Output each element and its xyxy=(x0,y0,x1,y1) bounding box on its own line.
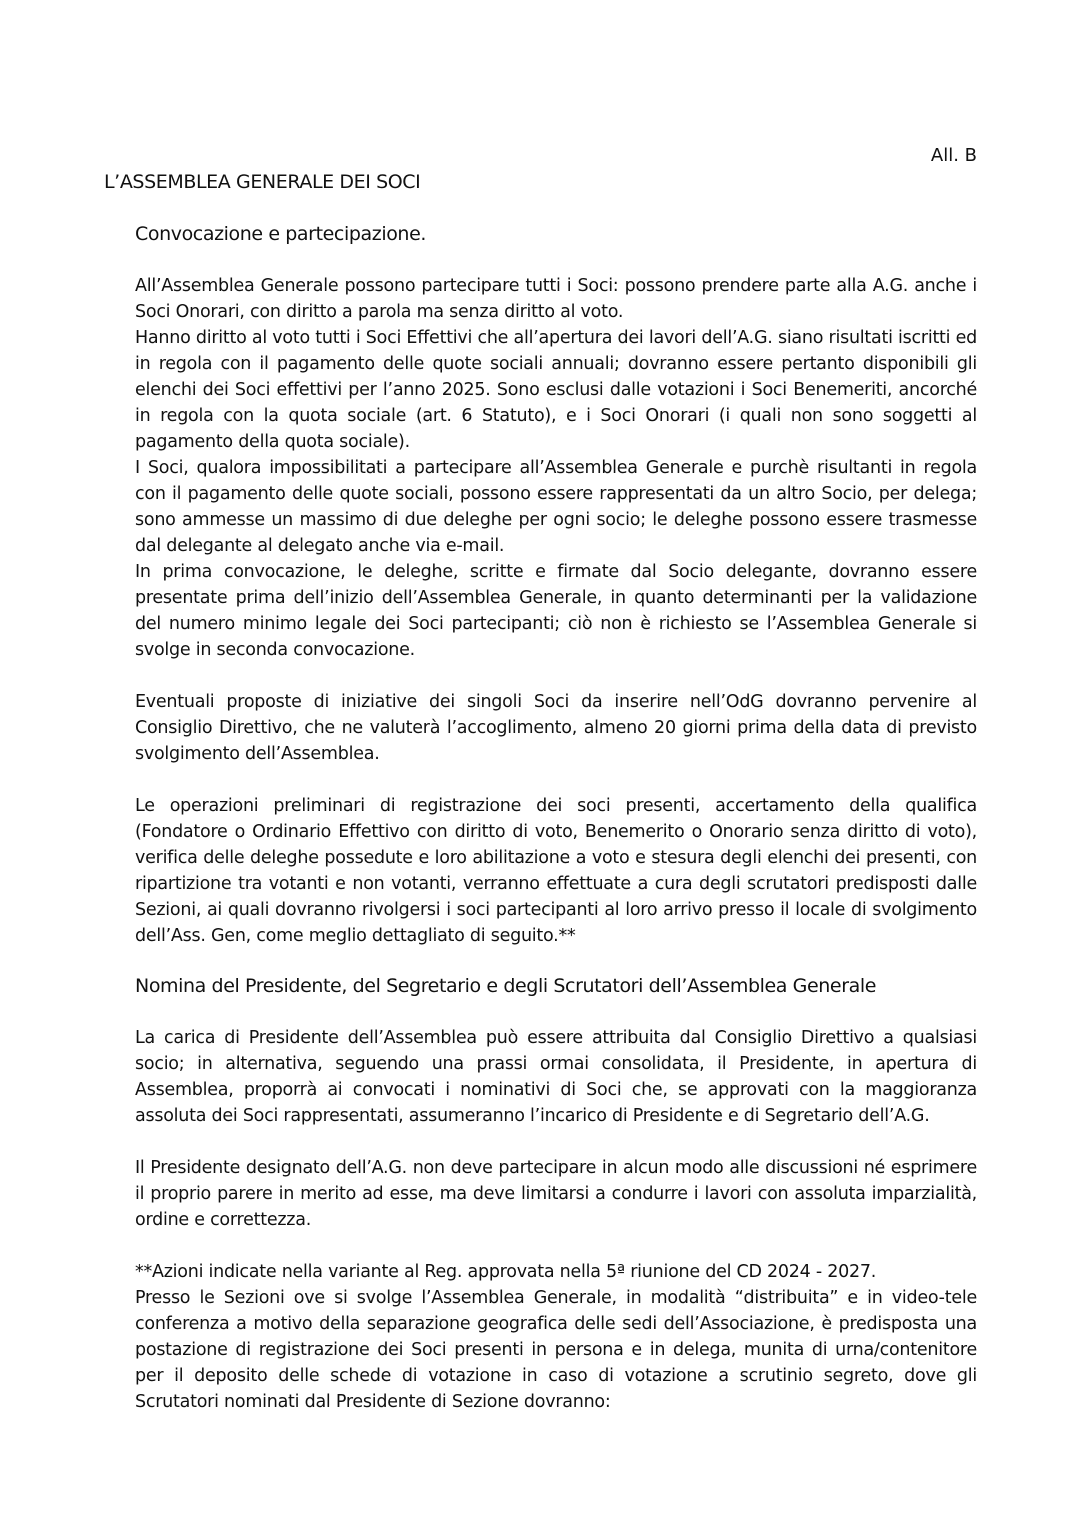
paragraph: Eventuali proposte di iniziative dei singoli Soci da inserire nell’OdG dovranno pervenire al Consiglio Direttivo, che ne valuterà l’accoglimento, almeno 20 giorni prima della data di previsto svolgimento dell’Assemblea. xyxy=(135,692,977,764)
section-heading-convocazione: Convocazione e partecipazione. xyxy=(135,223,426,245)
paragraph: La carica di Presidente dell’Assemblea può essere attribuita dal Consiglio Direttivo a qualsiasi socio; in alternativa, seguendo una prassi ormai consolidata, il Presidente, in apertura di Assemblea, proporrà ai convocati i nominativi di Soci che, se approvati con la maggioranza assoluta dei Soci rappresentati, assumeranno l’incarico di Presidente e di Segretario dell’A.G. xyxy=(135,1028,977,1126)
paragraph: I Soci, qualora impossibilitati a partecipare all’Assemblea Generale e purchè risultanti in regola con il pagamento delle quote sociali, possono essere rappresentati da un altro Socio, per delega; sono ammesse un massimo di due deleghe per ogni socio; le deleghe possono essere trasmesse dal delegante al delegato anche via e-mail. xyxy=(135,458,977,556)
document-body xyxy=(135,221,977,1415)
paragraph: Le operazioni preliminari di registrazione dei soci presenti, accertamento della qualifica (Fondatore o Ordinario Effettivo con diritto di voto, Benemerito o Onorario senza diritto di voto), verifica delle deleghe possedute e loro abilitazione a voto e stesura degli elenchi dei presenti, con ripartizione tra votanti e non votanti, verranno effettuate a cura degli scrutatori predisposti dalle Sezioni, ai quali dovranno rivolgersi i soci partecipanti al loro arrivo presso il locale di svolgimento dell’Ass. Gen, come meglio dettagliato di seguito.** xyxy=(135,796,977,946)
paragraph: In prima convocazione, le deleghe, scritte e firmate dal Socio delegante, dovranno essere presentate prima dell’inizio dell’Assemblea Generale, in quanto determinanti per la validazione del numero minimo legale dei Soci partecipanti; ciò non è richiesto se l’Assemblea Generale si svolge in seconda convocazione. xyxy=(135,562,977,660)
document-title: L’ASSEMBLEA GENERALE DEI SOCI xyxy=(104,171,421,193)
paragraph: Il Presidente designato dell’A.G. non deve partecipare in alcun modo alle discussioni né esprimere il proprio parere in merito ad esse, ma deve limitarsi a condurre i lavori con assoluta imparzialità, ordine e correttezza. xyxy=(135,1158,977,1230)
paragraph: All’Assemblea Generale possono partecipare tutti i Soci: possono prendere parte alla A.G. anche i Soci Onorari, con diritto a parola ma senza diritto al voto. xyxy=(135,276,977,322)
footnote: **Azioni indicate nella variante al Reg. approvata nella 5ª riunione del CD 2024 - 2027. xyxy=(135,1262,877,1282)
paragraph: Hanno diritto al voto tutti i Soci Effettivi che all’apertura dei lavori dell’A.G. siano risultati iscritti ed in regola con il pagamento delle quote sociali annuali; dovranno essere pertanto disponibili gli elenchi dei Soci effettivi per l’anno 2025. Sono esclusi dalle votazioni i Soci Benemeriti, ancorché in regola con la quota sociale (art. 6 Statuto), e i Soci Onorari (i quali non sono soggetti al pagamento della quota sociale). xyxy=(135,328,977,452)
attachment-label: All. B xyxy=(930,145,977,166)
section-heading-nomina: Nomina del Presidente, del Segretario e degli Scrutatori dell’Assemblea Generale xyxy=(135,975,877,997)
paragraph: Presso le Sezioni ove si svolge l’Assemblea Generale, in modalità “distribuita” e in video-tele conferenza a motivo della separazione geografica delle sedi dell’Associazione, è predisposta una postazione di registrazione dei Soci presenti in persona e in delega, munita di urna/contenitore per il deposito delle schede di votazione in caso di votazione a scrutinio segreto, dove gli Scrutatori nominati dal Presidente di Sezione dovranno: xyxy=(135,1288,977,1412)
